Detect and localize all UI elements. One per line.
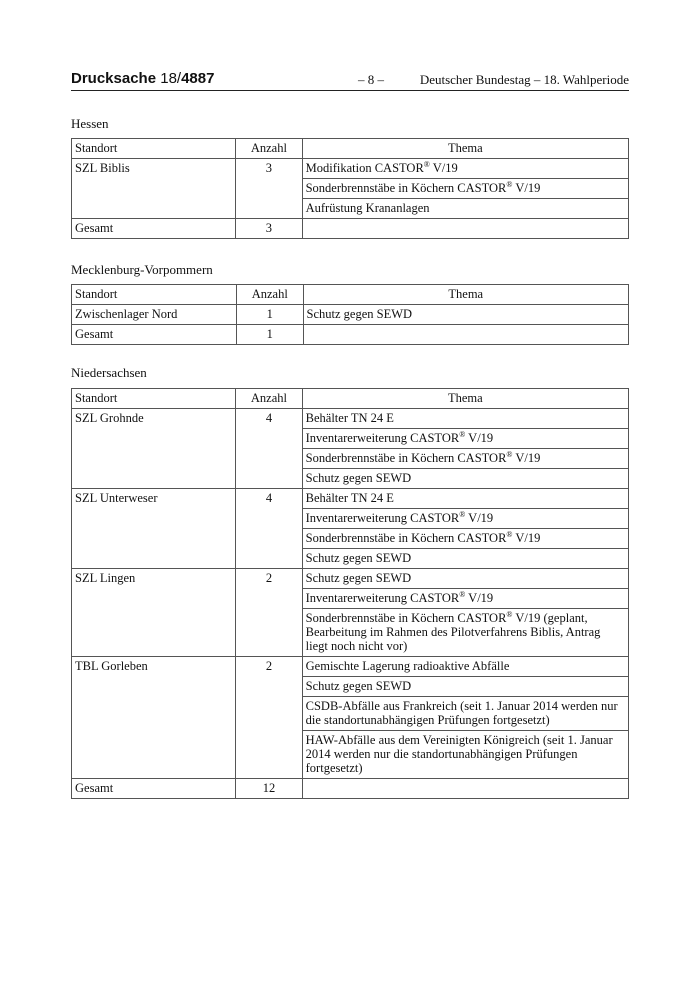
- col-thema: Thema: [302, 389, 628, 409]
- total-row: [72, 779, 629, 799]
- site-cell: SZL Biblis: [72, 159, 236, 219]
- table-row: [72, 569, 629, 589]
- col-thema: Thema: [303, 285, 629, 305]
- col-standort: Standort: [72, 389, 236, 409]
- table-row: [72, 305, 629, 325]
- table-row: [72, 489, 629, 509]
- topic-cell: Sonderbrennstäbe in Köchern CASTOR® V/19: [302, 449, 628, 469]
- count-cell: 4: [236, 409, 302, 489]
- topic-cell: Schutz gegen SEWD: [302, 549, 628, 569]
- topic-cell: HAW-Abfälle aus dem Vereinigten Königreich (seit 1. Januar 2014 werden nur die standortunabhängigen Prüfungen fortgesetzt): [302, 731, 628, 779]
- topic-cell: Behälter TN 24 E: [302, 409, 628, 429]
- topic-cell: Modifikation CASTOR® V/19: [302, 159, 628, 179]
- col-standort: Standort: [72, 285, 237, 305]
- table-row: [72, 657, 629, 677]
- count-cell: 3: [236, 159, 302, 219]
- document-number: Drucksache 18/4887: [71, 70, 215, 87]
- count-cell: 2: [236, 657, 302, 779]
- page-header: [71, 70, 629, 91]
- topic-cell: Schutz gegen SEWD: [303, 305, 629, 325]
- col-anzahl: Anzahl: [237, 285, 303, 305]
- total-row: [72, 219, 629, 239]
- total-label: Gesamt: [72, 219, 236, 239]
- total-value: 1: [237, 325, 303, 345]
- table-hessen: [71, 138, 629, 239]
- page-number: – 8 –: [358, 72, 384, 87]
- topic-cell: Sonderbrennstäbe in Köchern CASTOR® V/19: [302, 179, 628, 199]
- topic-cell: Behälter TN 24 E: [302, 489, 628, 509]
- table-header-row: [72, 389, 629, 409]
- section-title-hessen: Hessen: [71, 116, 109, 131]
- site-cell: Zwischenlager Nord: [72, 305, 237, 325]
- site-cell: SZL Unterweser: [72, 489, 236, 569]
- topic-cell: Inventarerweiterung CASTOR® V/19: [302, 509, 628, 529]
- table-niedersachsen: [71, 388, 629, 799]
- count-cell: 4: [236, 489, 302, 569]
- topic-cell: Schutz gegen SEWD: [302, 569, 628, 589]
- topic-cell: Schutz gegen SEWD: [302, 677, 628, 697]
- table-row: [72, 409, 629, 429]
- col-anzahl: Anzahl: [236, 139, 302, 159]
- site-cell: TBL Gorleben: [72, 657, 236, 779]
- table-row: [72, 159, 629, 179]
- topic-cell: Aufrüstung Krananlagen: [302, 199, 628, 219]
- total-value: 12: [236, 779, 302, 799]
- section-title-mv: Mecklenburg-Vorpommern: [71, 262, 213, 277]
- total-row: [72, 325, 629, 345]
- table-header-row: [72, 139, 629, 159]
- topic-cell: CSDB-Abfälle aus Frankreich (seit 1. Januar 2014 werden nur die standortunabhängigen Prüfungen fortgesetzt): [302, 697, 628, 731]
- col-thema: Thema: [302, 139, 628, 159]
- total-label: Gesamt: [72, 325, 237, 345]
- table-mv: [71, 284, 629, 345]
- topic-cell: Sonderbrennstäbe in Köchern CASTOR® V/19: [302, 529, 628, 549]
- topic-cell: Gemischte Lagerung radioaktive Abfälle: [302, 657, 628, 677]
- topic-cell: Inventarerweiterung CASTOR® V/19: [302, 589, 628, 609]
- topic-cell: Schutz gegen SEWD: [302, 469, 628, 489]
- parliament-label: Deutscher Bundestag – 18. Wahlperiode: [419, 72, 629, 87]
- topic-cell: Inventarerweiterung CASTOR® V/19: [302, 429, 628, 449]
- col-anzahl: Anzahl: [236, 389, 302, 409]
- topic-cell: Sonderbrennstäbe in Köchern CASTOR® V/19 (geplant, Bearbeitung im Rahmen des Pilotverfahrens Biblis, Antrag liegt noch nicht vor): [302, 609, 628, 657]
- section-title-niedersachsen: Niedersachsen: [71, 365, 147, 380]
- col-standort: Standort: [72, 139, 236, 159]
- site-cell: SZL Grohnde: [72, 409, 236, 489]
- total-value: 3: [236, 219, 302, 239]
- count-cell: 1: [237, 305, 303, 325]
- total-label: Gesamt: [72, 779, 236, 799]
- count-cell: 2: [236, 569, 302, 657]
- site-cell: SZL Lingen: [72, 569, 236, 657]
- table-header-row: [72, 285, 629, 305]
